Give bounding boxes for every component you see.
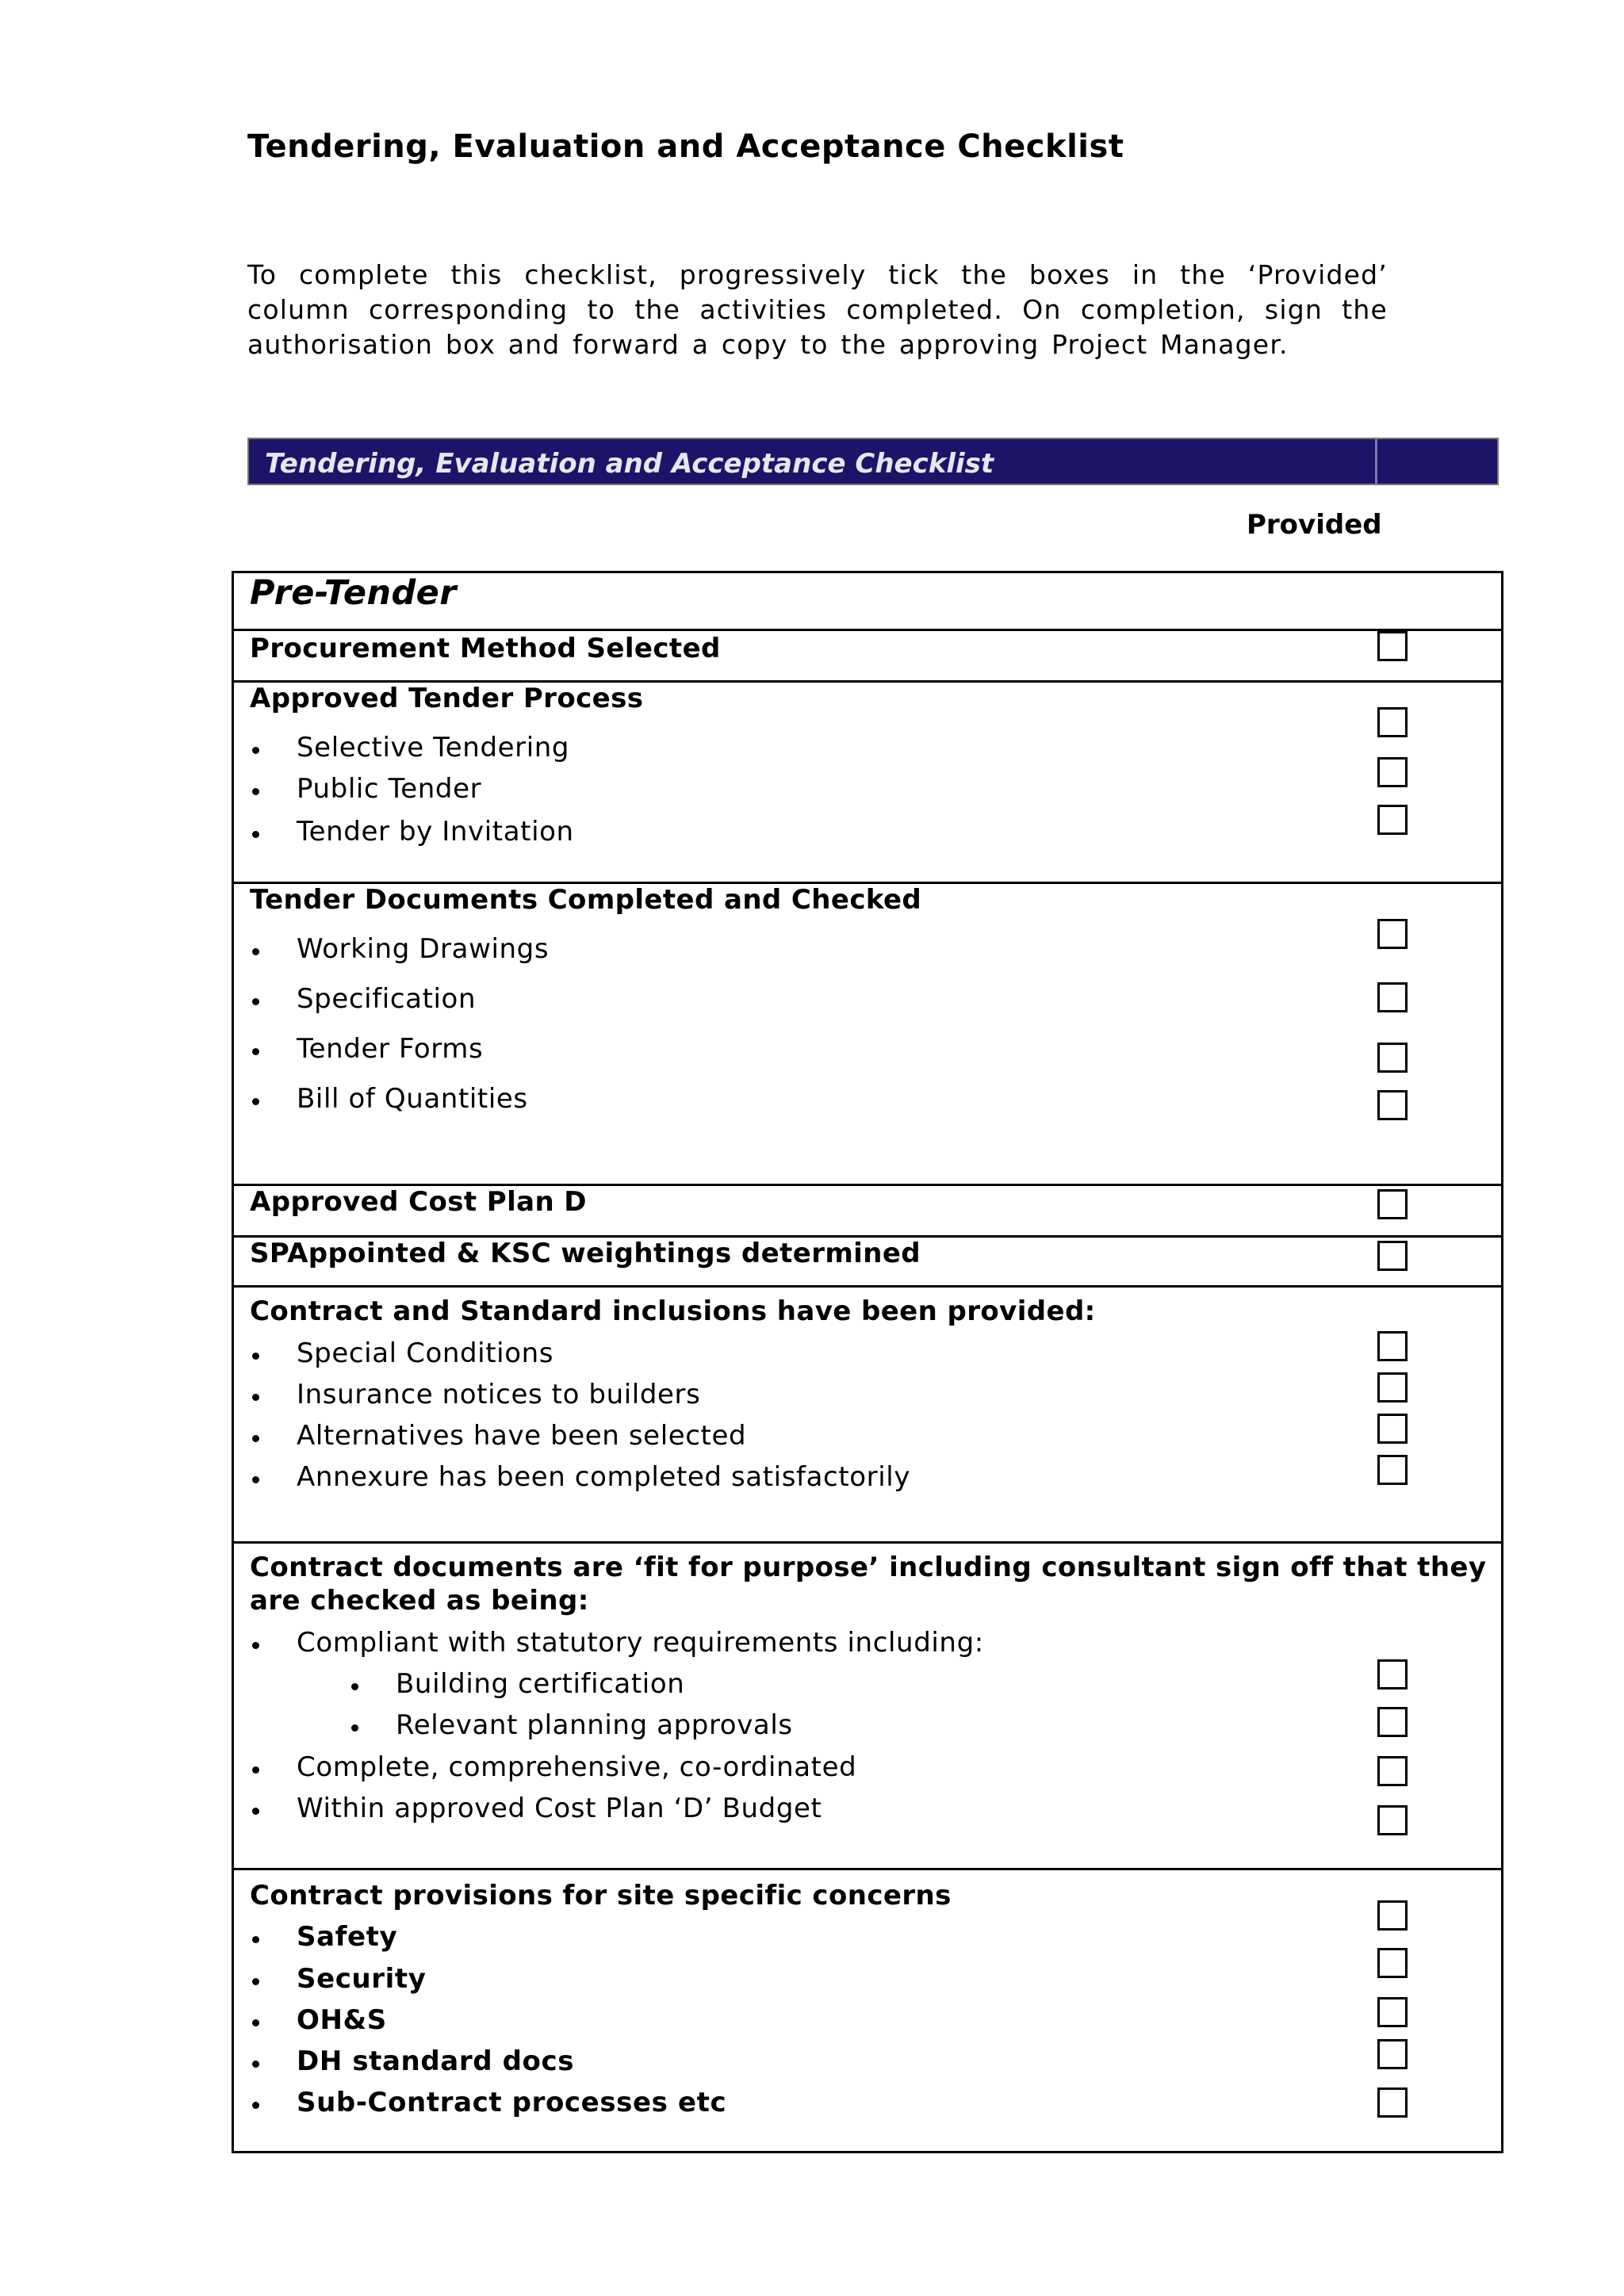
provided-checkbox[interactable]: [1377, 805, 1408, 835]
provided-checkbox[interactable]: [1377, 1997, 1408, 2027]
section-contract-inclusions: [234, 1288, 1501, 1544]
bullet: [252, 2061, 259, 2068]
provided-checkbox[interactable]: [1377, 1043, 1408, 1073]
list-item: Within approved Cost Plan ‘D’ Budget: [297, 1793, 822, 1824]
bullet: [252, 747, 259, 754]
provided-checkbox[interactable]: [1377, 707, 1408, 737]
bullet: [252, 1476, 259, 1483]
list-item: DH standard docs: [297, 2045, 574, 2077]
provided-checkbox[interactable]: [1377, 1900, 1408, 1931]
section-tender-documents: [234, 884, 1501, 1186]
bullet: [252, 1936, 259, 1943]
section-title: SPAppointed & KSC weightings determined: [250, 1238, 921, 1269]
section-title: Procurement Method Selected: [250, 633, 721, 664]
provided-checkbox[interactable]: [1377, 757, 1408, 787]
section-title: Contract and Standard inclusions have been provided:: [250, 1295, 1096, 1327]
bullet: [252, 1435, 259, 1442]
list-item: Specification: [297, 983, 476, 1015]
bullet: [252, 2102, 259, 2109]
section-tender-process: [234, 683, 1501, 884]
provided-checkbox[interactable]: [1377, 1805, 1408, 1835]
provided-checkbox[interactable]: [1377, 1090, 1408, 1120]
provided-checkbox[interactable]: [1377, 1659, 1408, 1689]
sub-list-item: Relevant planning approvals: [396, 1709, 793, 1741]
list-item: Bill of Quantities: [297, 1083, 528, 1115]
list-item: Safety: [297, 1921, 397, 1953]
provided-checkbox[interactable]: [1377, 2039, 1408, 2069]
banner-divider: [1375, 439, 1377, 484]
section-title: Approved Tender Process: [250, 683, 644, 714]
checklist-table: [232, 571, 1503, 2153]
section-sp-appointed: [234, 1238, 1501, 1288]
bullet: [252, 2019, 259, 2026]
section-title-line1: Contract documents are ‘fit for purpose’ including consultant sign off that they: [250, 1552, 1487, 1583]
list-item: Tender Forms: [297, 1033, 483, 1065]
list-item: Annexure has been completed satisfactorily: [297, 1461, 910, 1493]
section-title-line2: are checked as being:: [250, 1585, 589, 1617]
provided-checkbox[interactable]: [1377, 2087, 1408, 2118]
bullet: [351, 1724, 358, 1732]
bullet: [252, 788, 259, 795]
list-item: Public Tender: [297, 773, 481, 805]
provided-checkbox[interactable]: [1377, 1756, 1408, 1786]
section-site-concerns: [234, 1870, 1501, 2151]
provided-checkbox[interactable]: [1377, 1414, 1408, 1444]
section-pre-tender: [234, 573, 1501, 631]
list-item: Alternatives have been selected: [297, 1420, 746, 1452]
bullet: [252, 1048, 259, 1055]
bullet: [252, 1642, 259, 1649]
bullet: [351, 1683, 358, 1690]
bullet: [252, 1808, 259, 1815]
bullet: [252, 948, 259, 955]
list-item: Complete, comprehensive, co-ordinated: [297, 1751, 856, 1783]
bullet: [252, 1978, 259, 1985]
bullet: [252, 1353, 259, 1360]
list-item: Compliant with statutory requirements including:: [297, 1627, 984, 1659]
bullet: [252, 1098, 259, 1105]
provided-checkbox[interactable]: [1377, 1455, 1408, 1485]
bullet: [252, 998, 259, 1005]
section-fit-for-purpose: [234, 1544, 1501, 1870]
bullet: [252, 1766, 259, 1774]
section-title: Pre-Tender: [250, 573, 457, 613]
list-item: OH&S: [297, 2004, 387, 2036]
list-item: Selective Tendering: [297, 732, 569, 763]
list-item: Insurance notices to builders: [297, 1379, 700, 1410]
provided-checkbox[interactable]: [1377, 1331, 1408, 1361]
section-title: Contract provisions for site specific concerns: [250, 1880, 952, 1911]
provided-column-header: Provided: [1247, 509, 1382, 541]
provided-checkbox[interactable]: [1377, 982, 1408, 1012]
provided-checkbox[interactable]: [1377, 1241, 1408, 1271]
bullet: [252, 831, 259, 838]
section-procurement: [234, 631, 1501, 683]
provided-checkbox[interactable]: [1377, 1189, 1408, 1219]
section-title: Approved Cost Plan D: [250, 1186, 587, 1218]
bullet: [252, 1394, 259, 1401]
list-item: Working Drawings: [297, 933, 549, 965]
intro-paragraph: To complete this checklist, progressively tick the boxes in the ‘Provided’ column corresponding to the activities completed. On completion, sign the authorisation box and forward a copy to the approving Project Manager.: [247, 259, 1388, 360]
checklist-banner: [247, 438, 1499, 485]
sub-list-item: Building certification: [396, 1668, 684, 1700]
document-title: Tendering, Evaluation and Acceptance Checklist: [247, 128, 1124, 165]
list-item: Tender by Invitation: [297, 816, 574, 848]
provided-checkbox[interactable]: [1377, 1948, 1408, 1978]
list-item: Special Conditions: [297, 1337, 553, 1369]
section-cost-plan: [234, 1186, 1501, 1238]
provided-checkbox[interactable]: [1377, 1707, 1408, 1737]
provided-checkbox[interactable]: [1377, 1372, 1408, 1402]
provided-checkbox[interactable]: [1377, 919, 1408, 949]
section-title: Tender Documents Completed and Checked: [250, 884, 922, 916]
banner-title: Tendering, Evaluation and Acceptance Checklist: [265, 448, 994, 480]
list-item: Security: [297, 1963, 427, 1995]
list-item: Sub-Contract processes etc: [297, 2087, 726, 2118]
provided-checkbox[interactable]: [1377, 631, 1408, 661]
